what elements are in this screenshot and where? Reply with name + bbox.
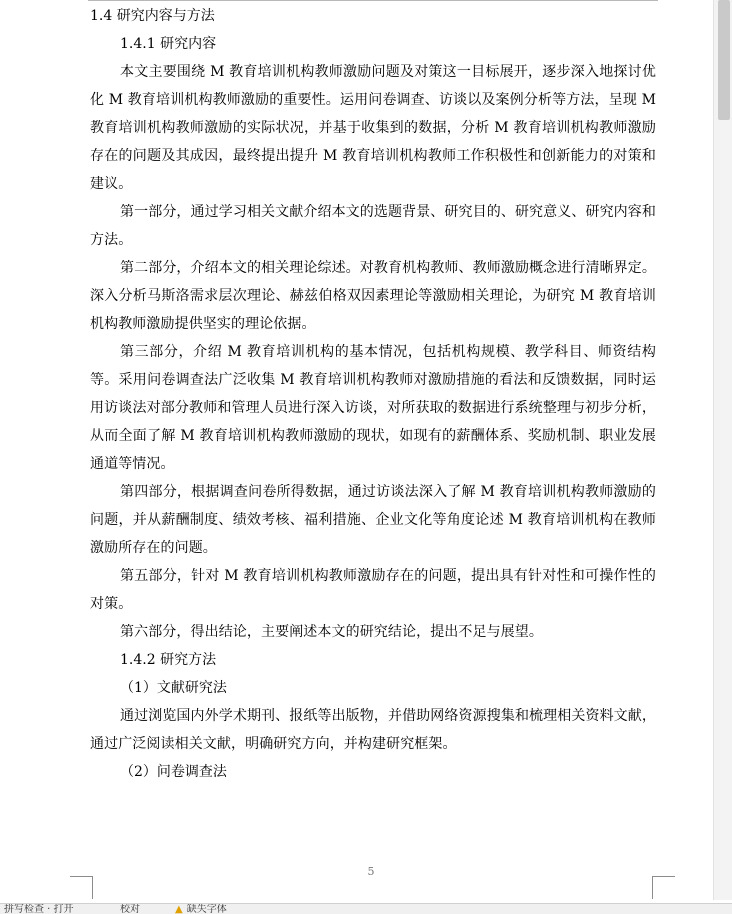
subsection-heading-1-4-2: 1.4.2 研究方法 bbox=[120, 652, 217, 668]
status-spellcheck[interactable]: 拼写检查 · 打开 bbox=[4, 904, 74, 914]
status-missing-font-label: 缺失字体 bbox=[186, 904, 227, 914]
warning-icon: ▲ bbox=[175, 904, 183, 914]
scrollbar-thumb[interactable] bbox=[718, 0, 730, 120]
vertical-scrollbar[interactable] bbox=[713, 0, 732, 900]
content-paragraph: 第三部分，介绍 M 教育培训机构的基本情况，包括机构规模、教学科目、师资结构等。采用问卷调查法广泛收集 M 教育培训机构教师对激励措施的看法和反馈数据，同时运用访谈法对部分教师和管理人员进行深入访谈，对所获取的数据进行系统整理与初步分析，从而全面了解 M 教育培训机构教师激励的现状，如现有的薪酬体系、奖励机制、职业发展通道等情况。 bbox=[90, 344, 656, 472]
subsection-heading-1-4-1: 1.4.1 研究内容 bbox=[120, 36, 217, 52]
content-paragraph: 第六部分，得出结论，主要阐述本文的研究结论，提出不足与展望。 bbox=[120, 624, 543, 640]
method-heading-literature: （1）文献研究法 bbox=[120, 680, 227, 696]
content-paragraph: 第二部分，介绍本文的相关理论综述。对教育机构教师、教师激励概念进行清晰界定。深入分析马斯洛需求层次理论、赫兹伯格双因素理论等激励相关理论，为研究 M 教育培训机构教师激励提供坚实的理论依据。 bbox=[90, 260, 656, 332]
margin-corner-mark-left bbox=[70, 876, 93, 899]
method-paragraph-literature: 通过浏览国内外学术期刊、报纸等出版物，并借助网络资源搜集和梳理相关资料文献，通过广泛阅读相关文献，明确研究方向，并构建研究框架。 bbox=[90, 708, 656, 752]
content-paragraph: 第四部分，根据调查问卷所得数据，通过访谈法深入了解 M 教育培训机构教师激励的问题，并从薪酬制度、绩效考核、福利措施、企业文化等角度论述 M 教育培训机构在教师激励所存在的问题。 bbox=[90, 484, 656, 556]
section-heading-1-4: 1.4 研究内容与方法 bbox=[90, 8, 215, 24]
content-paragraph: 第一部分，通过学习相关文献介绍本文的选题背景、研究目的、研究意义、研究内容和方法。 bbox=[90, 204, 656, 248]
document-page[interactable] bbox=[90, 0, 656, 786]
margin-corner-mark-right bbox=[652, 876, 675, 899]
status-proofread[interactable]: 校对 bbox=[120, 904, 140, 914]
page-number: 5 bbox=[367, 865, 375, 878]
status-bar bbox=[0, 903, 732, 914]
content-paragraph: 本文主要围绕 M 教育培训机构教师激励问题及对策这一目标展开，逐步深入地探讨优化 M 教育培训机构教师激励的重要性。运用问卷调查、访谈以及案例分析等方法，呈现 M 教育培训机构教师激励的实际状况，并基于收集到的数据，分析 M 教育培训机构教师激励存在的问题及其成因，最终提出提升 M 教育培训机构教师工作积极性和创新能力的对策和建议。 bbox=[90, 64, 656, 192]
content-paragraph: 第五部分，针对 M 教育培训机构教师激励存在的问题，提出具有针对性和可操作性的对策。 bbox=[90, 568, 656, 612]
method-heading-questionnaire: （2）问卷调查法 bbox=[120, 764, 227, 780]
